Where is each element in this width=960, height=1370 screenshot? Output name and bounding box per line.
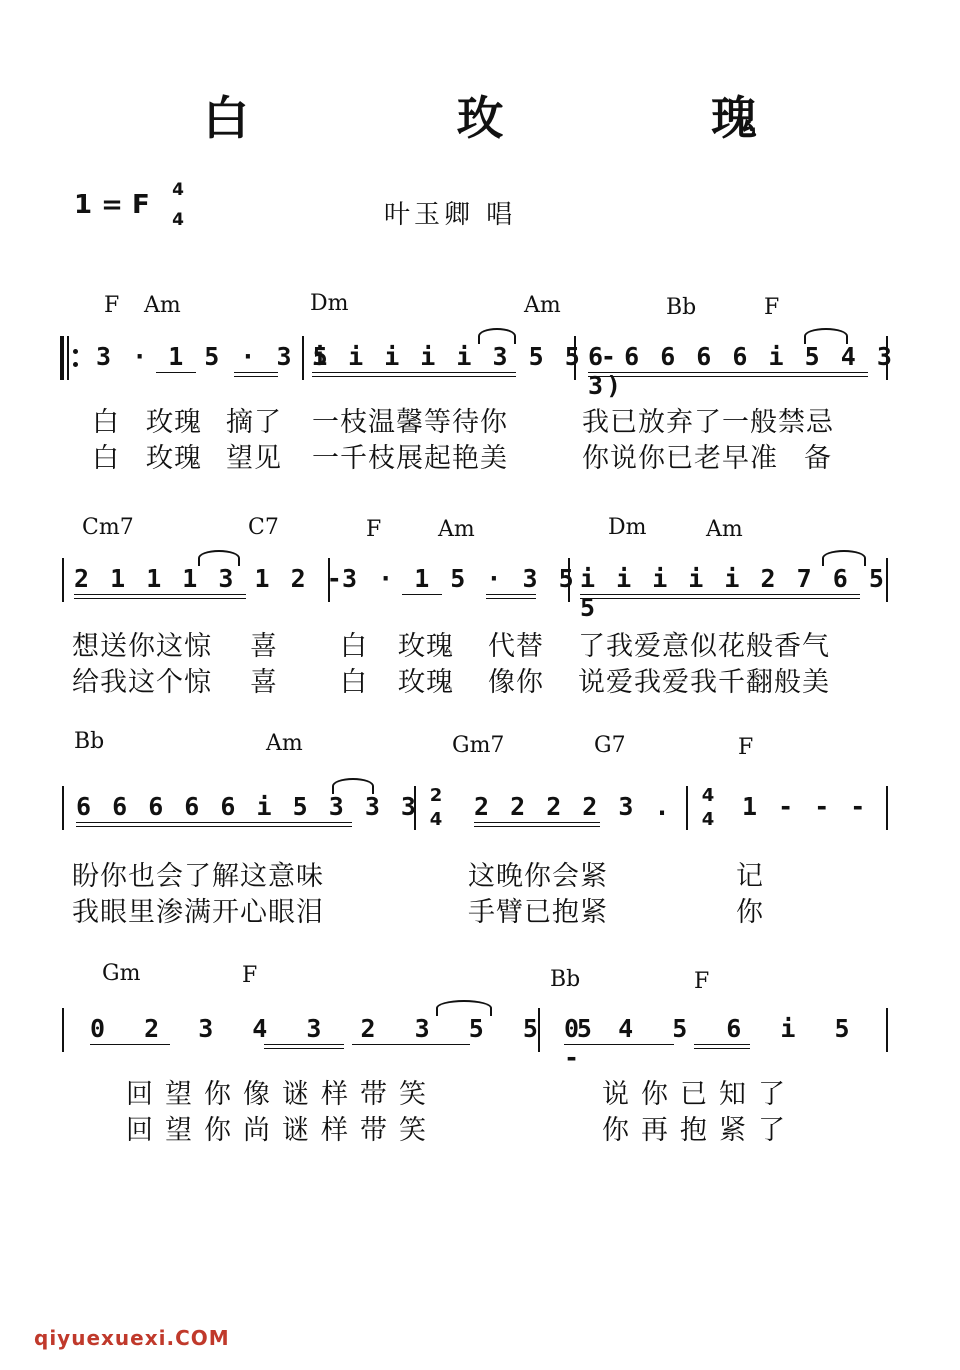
lyric-line: 这晚你会紧 <box>468 861 608 892</box>
measure: 3 · 1 5 · 3 5 <box>342 564 577 593</box>
lyric-line: 白 <box>340 667 368 698</box>
chord: G7 <box>594 733 626 758</box>
lyric-line: 说你已知了 <box>602 1079 797 1110</box>
lyric-line: 记 <box>736 861 764 892</box>
chord: F <box>694 969 710 994</box>
chord: Gm <box>102 961 141 986</box>
chord: F <box>366 517 382 542</box>
lyric-line: 你再抱紧了 <box>602 1115 797 1146</box>
lyric-line: 我眼里渗满开心眼泪 <box>72 897 324 928</box>
lyric-line: 你 <box>736 897 764 928</box>
chord: Am <box>266 731 303 756</box>
key-signature: 1 = F <box>74 190 150 220</box>
chord: Bb <box>550 967 581 992</box>
lyric-line: 代替 <box>488 631 544 662</box>
lyric-line: 玫瑰 <box>146 443 202 474</box>
lyric-line: 玫瑰 <box>398 631 454 662</box>
time-change: 2 4 <box>429 785 443 830</box>
chord: Am <box>438 517 475 542</box>
lyric-line: 喜 <box>250 631 278 662</box>
chord: Bb <box>74 729 105 754</box>
lyric-line: 回望你像谜样带笑 <box>126 1079 438 1110</box>
chord: F <box>242 963 258 988</box>
lyric-line: 玫瑰 <box>146 407 202 438</box>
chord: Dm <box>608 515 647 540</box>
chord: Dm <box>310 291 349 316</box>
lyric-line: 想送你这惊 <box>72 631 212 662</box>
chord: Gm7 <box>452 733 505 758</box>
measure: 2 1 1 1 3 1 2 - <box>74 564 345 593</box>
lyric-line: 望见 <box>226 443 282 474</box>
lyric-line: 玫瑰 <box>398 667 454 698</box>
chord: Am <box>706 517 743 542</box>
chord: Am <box>144 293 181 318</box>
lyric-line: 喜 <box>250 667 278 698</box>
lyric-line: 白 <box>340 631 368 662</box>
time-change: 4 4 <box>701 785 715 830</box>
measure: 0 4 5 6 i 5 - <box>564 1014 862 1072</box>
time-signature-top: 4 <box>172 180 184 200</box>
watermark: qiyuexuexi.COM <box>34 1326 230 1350</box>
staff-line-1 <box>60 336 900 400</box>
lyric-line: 了我爱意似花般香气 <box>578 631 830 662</box>
staff-line-3 <box>60 786 900 832</box>
measure: 6 6 6 6 6 i 5 4 3 3) <box>588 342 895 400</box>
lyric-line: 说爱我爱我千翻般美 <box>578 667 830 698</box>
lyric-line: 给我这个惊 <box>72 667 212 698</box>
singer-credit: 叶玉卿 唱 <box>384 200 517 230</box>
lyric-line: 白 <box>92 407 120 438</box>
lyric-line: 备 <box>804 443 832 474</box>
lyric-line: 手臂已抱紧 <box>468 897 608 928</box>
chord: C7 <box>248 515 279 540</box>
chord: Am <box>524 293 561 318</box>
measure: 1 - - - <box>742 792 869 821</box>
lyric-line: 像你 <box>488 667 544 698</box>
staff-line-2 <box>60 558 900 622</box>
lyric-line: 一千枝展起艳美 <box>312 443 508 474</box>
chord: F <box>738 735 754 760</box>
time-signature-bottom: 4 <box>172 210 184 230</box>
staff-line-4 <box>60 1008 900 1072</box>
chord: F <box>104 293 120 318</box>
lyric-line: 摘了 <box>226 407 282 438</box>
measure: 2 2 2 2 3 . <box>474 792 673 821</box>
chord: Cm7 <box>82 515 134 540</box>
page-title: 白 玫 瑰 <box>202 91 854 145</box>
measure: 3 · 1 5 · 3 5 <box>96 342 331 371</box>
measure: i i i i i 3 5 5 - <box>312 342 619 371</box>
measure: 0 2 3 4 3 2 3 5 5 5 <box>90 1014 604 1043</box>
measure: 6 6 6 6 6 i 5 3 3 3 <box>76 792 419 821</box>
measure: i i i i i 2 7 6 5 5 <box>580 564 887 622</box>
lyric-line: 回望你尚谜样带笑 <box>126 1115 438 1146</box>
lyric-line: 你说你已老早准 <box>582 443 778 474</box>
lyric-line: 白 <box>92 443 120 474</box>
lyric-line: 盼你也会了解这意味 <box>72 861 324 892</box>
lyric-line: 我已放弃了一般禁忌 <box>582 407 834 438</box>
chord: F <box>764 295 780 320</box>
lyric-line: 一枝温馨等待你 <box>312 407 508 438</box>
chord: Bb <box>666 295 697 320</box>
